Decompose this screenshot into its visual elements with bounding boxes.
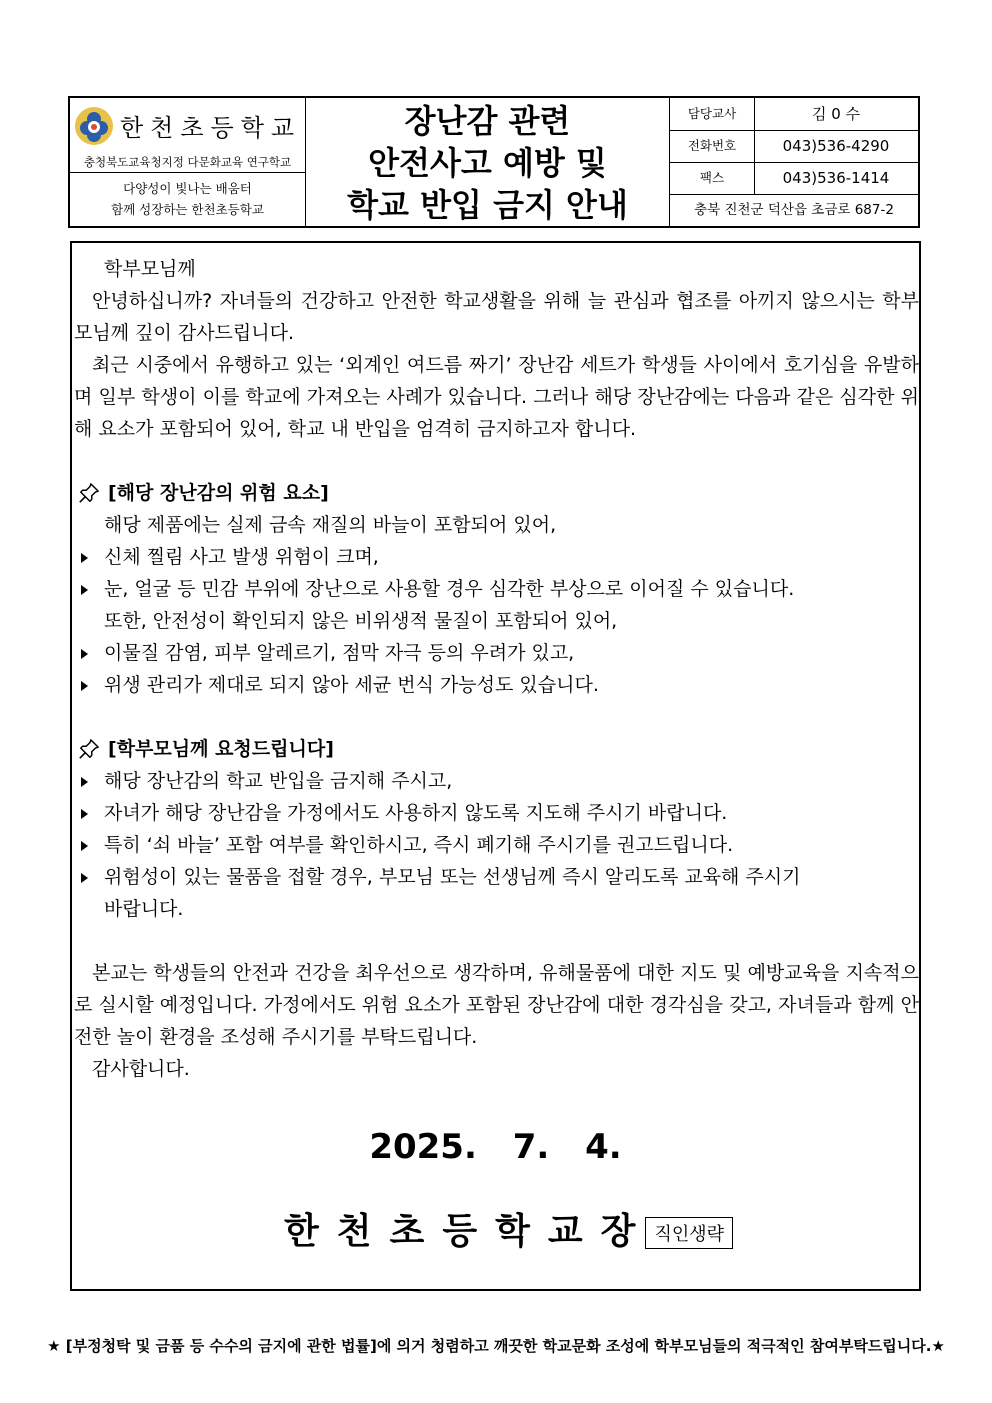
bullet-item bbox=[74, 765, 919, 797]
bullet-triangle-icon bbox=[81, 681, 88, 691]
closing-paragraph: 본교는 학생들의 안전과 건강을 최우선으로 생각하며, 유해물품에 대한 지도 및 예방교육을 지속적으로 실시할 예정입니다. 가정에서도 위험 요소가 포함된 장난감에 대한 경각심을 갖고, 자녀들과 함께 안전한 놀이 환경을 조성해 주시기를 부탁드립니다. bbox=[74, 962, 919, 1048]
item-text: 또한, 안전성이 확인되지 않은 비위생적 물질이 포함되어 있어, bbox=[104, 610, 618, 632]
bullet-item bbox=[74, 573, 919, 605]
bullet-triangle-icon bbox=[81, 553, 88, 563]
risk-section-label: [해당 장난감의 위험 요소] bbox=[108, 482, 329, 504]
bullet-item bbox=[74, 541, 919, 573]
title-line-3: 학교 반입 금지 안내 bbox=[347, 186, 628, 224]
item-text: 신체 찔림 사고 발생 위험이 크며, bbox=[104, 546, 379, 568]
title-line-2: 안전사고 예방 및 bbox=[368, 144, 607, 182]
pushpin-icon bbox=[78, 738, 100, 760]
school-address: 충북 진천군 덕산읍 초금로 687-2 bbox=[694, 202, 894, 218]
bullet-triangle-icon bbox=[81, 649, 88, 659]
text-line bbox=[74, 605, 919, 637]
motto-line-2: 함께 성장하는 한천초등학교 bbox=[111, 202, 264, 217]
info-value: 043)536-1414 bbox=[782, 169, 890, 187]
document-header bbox=[68, 96, 920, 228]
info-label: 전화번호 bbox=[670, 130, 755, 162]
document-title bbox=[306, 98, 669, 226]
pushpin-icon bbox=[78, 482, 100, 504]
info-value: 김 0 수 bbox=[811, 105, 861, 123]
bullet-triangle-icon bbox=[81, 777, 88, 787]
item-text: 해당 제품에는 실제 금속 재질의 바늘이 포함되어 있어, bbox=[104, 514, 557, 536]
item-text: 자녀가 해당 장난감을 가정에서도 사용하지 않도록 지도해 주시기 바랍니다. bbox=[104, 802, 728, 824]
bullet-triangle-icon bbox=[81, 873, 88, 883]
text-line bbox=[74, 509, 919, 541]
title-line-1: 장난감 관련 bbox=[404, 102, 571, 140]
request-list bbox=[74, 765, 919, 925]
bullet-item bbox=[74, 669, 919, 701]
school-emblem-icon bbox=[74, 106, 114, 146]
school-name-row bbox=[70, 98, 305, 173]
item-text: 위험성이 있는 물품을 접할 경우, 부모님 또는 선생님께 즉시 알리도록 교육해 주시기 bbox=[104, 866, 801, 888]
title-cell bbox=[306, 98, 670, 226]
info-row-phone bbox=[670, 130, 918, 163]
principal-signature bbox=[284, 1203, 733, 1255]
school-subtitle: 충청북도교육청지정 다문화교육 연구학교 bbox=[83, 155, 292, 169]
request-section-title bbox=[74, 733, 919, 765]
bullet-item bbox=[74, 861, 919, 893]
salutation: 학부모님께 bbox=[104, 258, 196, 280]
bullet-item bbox=[74, 797, 919, 829]
school-info-cell bbox=[70, 98, 306, 226]
risk-section-title bbox=[74, 477, 919, 509]
letter-content bbox=[72, 253, 919, 1085]
item-text: 바랍니다. bbox=[104, 898, 184, 920]
bullet-triangle-icon bbox=[81, 841, 88, 851]
school-motto bbox=[70, 178, 305, 220]
school-name: 한천초등학교 bbox=[120, 114, 302, 142]
principal-title: 한천초등학교장 bbox=[284, 1211, 654, 1252]
bullet-triangle-icon bbox=[81, 809, 88, 819]
request-section-label: [학부모님께 요청드립니다] bbox=[108, 738, 334, 760]
item-text: 눈, 얼굴 등 민감 부위에 장난으로 사용할 경우 심각한 부상으로 이어질 수 있습니다. bbox=[104, 578, 795, 600]
motto-line-1: 다양성이 빛나는 배움터 bbox=[123, 181, 252, 196]
footer-notice: ★ [부정청탁 및 금품 등 수수의 금지에 관한 법률]에 의거 청렴하고 깨끗한 학교문화 조성에 학부모님들의 적극적인 참여부탁드립니다.★ bbox=[47, 1337, 945, 1355]
info-row-teacher bbox=[670, 98, 918, 131]
info-row-address bbox=[670, 194, 918, 226]
info-row-fax bbox=[670, 162, 918, 195]
bullet-item bbox=[74, 637, 919, 669]
contact-info-cell bbox=[670, 98, 918, 226]
background-paragraph: 최근 시중에서 유행하고 있는 ‘외계인 여드름 짜기’ 장난감 세트가 학생들 사이에서 호기심을 유발하며 일부 학생이 이를 학교에 가져오는 사례가 있습니다. 그러나 해당 장난감에는 다음과 같은 심각한 위해 요소가 포함되어 있어, 학교 내 반입을 엄격히 금지하고자 합니다. bbox=[74, 354, 919, 440]
info-label: 팩스 bbox=[670, 162, 755, 194]
item-text: 특히 ‘쇠 바늘’ 포함 여부를 확인하시고, 즉시 폐기해 주시기를 권고드립니다. bbox=[104, 834, 734, 856]
thanks-line: 감사합니다. bbox=[92, 1058, 190, 1080]
letter-date: 2025. 7. 4. bbox=[369, 1127, 622, 1167]
risk-list bbox=[74, 509, 919, 701]
item-text: 해당 장난감의 학교 반입을 금지해 주시고, bbox=[104, 770, 453, 792]
bullet-item bbox=[74, 829, 919, 861]
seal-omitted-stamp: 직인생략 bbox=[645, 1217, 733, 1249]
text-line bbox=[74, 893, 919, 925]
letter-body bbox=[70, 241, 921, 1291]
bullet-triangle-icon bbox=[81, 585, 88, 595]
item-text: 이물질 감염, 피부 알레르기, 점막 자극 등의 우려가 있고, bbox=[104, 642, 575, 664]
intro-paragraph: 안녕하십니까? 자녀들의 건강하고 안전한 학교생활을 위해 늘 관심과 협조를 아끼지 않으시는 학부모님께 깊이 감사드립니다. bbox=[74, 290, 919, 344]
info-label: 담당교사 bbox=[670, 98, 755, 130]
info-value: 043)536-4290 bbox=[782, 137, 890, 155]
item-text: 위생 관리가 제대로 되지 않아 세균 번식 가능성도 있습니다. bbox=[104, 674, 599, 696]
